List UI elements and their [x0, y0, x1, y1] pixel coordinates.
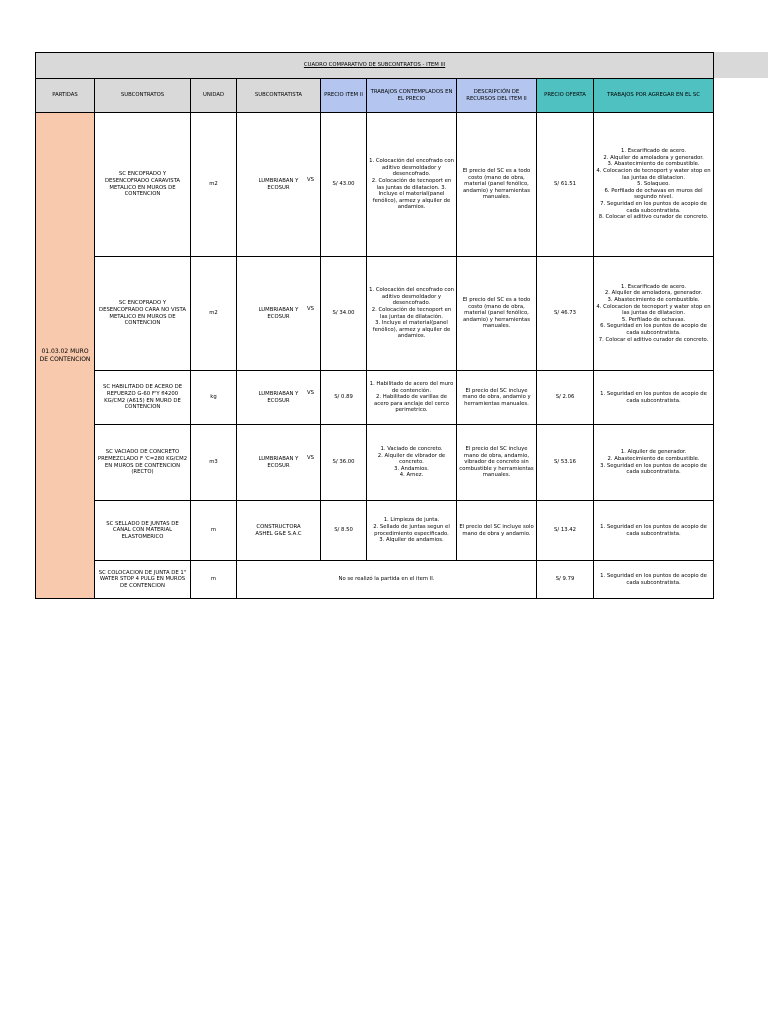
subcontrato-cell: SC SELLADO DE JUNTAS DE CANAL CON MATERIAL ELASTOMERICO [95, 501, 191, 561]
header-descripcion: DESCRIPCIÓN DE RECURSOS DEL ITEM II [457, 79, 537, 113]
header-partidas: PARTIDAS [36, 79, 95, 113]
header-trabajos: TRABAJOS CONTEMPLADOS EN EL PRECIO [367, 79, 457, 113]
precio-oferta-cell: S/ 2.06 [537, 371, 594, 425]
agregar-cell: 1. Seguridad en los puntos de acopio de cada subcontratista. [594, 371, 714, 425]
header-agregar: TRABAJOS POR AGREGAR EN EL SC [594, 79, 714, 113]
header-precio-item: PRECIO ITEM II [321, 79, 367, 113]
header-unidad: UNIDAD [191, 79, 237, 113]
subcontratista-name: CONSTRUCTORA ASHEL G&E S.A.C [255, 523, 302, 537]
table-row [36, 113, 714, 257]
table-row [36, 501, 714, 561]
subcontratista-name: LUMBRIABAN Y ECOSUR [258, 177, 299, 191]
trabajos-cell: 1. Colocación del encofrado con aditivo desmoldador y desencofrado. 2. Colocación de tecnoport en las juntas de dilatacion. 3. Incluye el material(panel fenólico), armez y alquiler de andamios. [367, 113, 457, 257]
trabajos-cell: 1. Limpieza de junta. 2. Sellado de juntas segun el procedimiento especificado. 3. Alquiler de andamios. [367, 501, 457, 561]
precio-item-cell: S/ 36.00 [321, 425, 367, 501]
subcontratista-cell [237, 257, 321, 371]
trabajos-cell: 1. Vaciado de concreto. 2. Alquiler de vibrador de concreto. 3. Andamios. 4. Arnez. [367, 425, 457, 501]
subcontrato-cell: SC ENCOFRADO Y DESENCOFRADO CARA NO VISTA METALICO EN MUROS DE CONTENCION [95, 257, 191, 371]
unidad-cell: m [191, 561, 237, 599]
agregar-cell: 1. Seguridad en los puntos de acopio de cada subcontratista. [594, 501, 714, 561]
header-precio-oferta: PRECIO OFERTA [537, 79, 594, 113]
subcontrato-cell: SC VACIADO DE CONCRETO PREMEZCLADO F 'C=280 KG/CM2 EN MUROS DE CONTENCION (RECTO) [95, 425, 191, 501]
subcontrato-cell: SC COLOCACION DE JUNTA DE 1" WATER STOP 4 PULG EN MUROS DE CONTENCION [95, 561, 191, 599]
header-subcontratista: SUBCONTRATISTA [237, 79, 321, 113]
descripcion-cell: El precio del SC incluye mano de obra, andamio y herramientas manuales. [457, 371, 537, 425]
trabajos-cell: 1. Habilitado de acero del muro de contención. 2. Habilitado de varillas de acero para anclaje del cerco perimetrico. [367, 371, 457, 425]
agregar-cell: 1. Seguridad en los puntos de acopio de cada subcontratista. [594, 561, 714, 599]
precio-item-cell: S/ 8.50 [321, 501, 367, 561]
unidad-cell: m [191, 501, 237, 561]
vs-label: VS [307, 454, 314, 461]
title-band-extension [711, 52, 768, 78]
agregar-cell: 1. Alquiler de generador. 2. Abastecimiento de combustible. 3. Seguridad en los puntos de acopio de cada subcontratista. [594, 425, 714, 501]
precio-oferta-cell: S/ 53.16 [537, 425, 594, 501]
precio-oferta-cell: S/ 9.79 [537, 561, 594, 599]
precio-oferta-cell: S/ 46.73 [537, 257, 594, 371]
subcontratista-cell [237, 113, 321, 257]
table-row [36, 371, 714, 425]
table-row [36, 257, 714, 371]
vs-label: VS [307, 176, 314, 183]
descripcion-cell: El precio del SC incluye mano de obra, andamio, vibrador de concreto sin combustible y herramientas manuales. [457, 425, 537, 501]
unidad-cell: m2 [191, 257, 237, 371]
unidad-cell: m3 [191, 425, 237, 501]
header-subcontratos: SUBCONTRATOS [95, 79, 191, 113]
table-title: CUADRO COMPARATIVO DE SUBCONTRATOS - ITEM III [36, 53, 714, 79]
precio-oferta-cell: S/ 13.42 [537, 501, 594, 561]
agregar-cell: 1. Escarificado de acero. 2. Alquiler de amoladora, generador. 3. Abastecimiento de combustible. 4. Colocacion de tecnoport y water stop en las juntas de dilatacion. 5. Perfilado de ochavas. 6. Seguridad en los puntos de acopio de cada subcontratista. 7. Colocar el aditivo curador de concreto. [594, 257, 714, 371]
vs-label: VS [307, 389, 314, 396]
partida-cell: 01.03.02 MURO DE CONTENCION [36, 113, 95, 599]
precio-item-cell: S/ 43.00 [321, 113, 367, 257]
agregar-cell: 1. Escarificado de acero. 2. Alquiler de amoladora y generador. 3. Abastecimiento de combustible. 4. Colocacion de tecnoport y water stop en las juntas de dilatacion. 5. Solaqueo. 6. Perfilado de ochavas en muros del segundo nivel. 7. Seguridad en los puntos de acopio de cada subcontratista. 8. Colocar el aditivo curador de concreto. [594, 113, 714, 257]
subcontratista-name: LUMBRIABAN Y ECOSUR [258, 455, 299, 469]
descripcion-cell: El precio del SC incluye solo mano de obra y andamio. [457, 501, 537, 561]
precio-oferta-cell: S/ 61.51 [537, 113, 594, 257]
precio-item-cell: S/ 0.89 [321, 371, 367, 425]
comparison-table [35, 52, 714, 599]
vs-label: VS [307, 305, 314, 312]
subcontratista-cell [237, 501, 321, 561]
descripcion-cell: El precio del SC es a todo costo (mano de obra, material (panel fenólico, andamio) y herramientas manuales. [457, 257, 537, 371]
precio-item-cell: S/ 34.00 [321, 257, 367, 371]
table-row [36, 561, 714, 599]
trabajos-cell: 1. Colocación del encofrado con aditivo desmoldador y desencofrado. 2. Colocación de tecnoport en las juntas de dilatación. 3. Incluye el material(panel fenólico), armez y alquiler de andamios. [367, 257, 457, 371]
unidad-cell: kg [191, 371, 237, 425]
subcontrato-cell: SC ENCOFRADO Y DESENCOFRADO CARAVISTA METALICO EN MUROS DE CONTENCION [95, 113, 191, 257]
descripcion-cell: El precio del SC es a todo costo (mano de obra, material (panel fenólico, andamio) y herramientas manuales. [457, 113, 537, 257]
subcontratista-name: LUMBRIABAN Y ECOSUR [258, 390, 299, 404]
no-realizo-cell: No se realizó la partida en el item II. [237, 561, 537, 599]
subcontratista-name: LUMBRIABAN Y ECOSUR [258, 306, 299, 320]
unidad-cell: m2 [191, 113, 237, 257]
subcontratista-cell [237, 371, 321, 425]
subcontrato-cell: SC HABILITADO DE ACERO DE REFUERZO G-60 F'Y fl4200 KG/CM2 (A615) EN MURO DE CONTENCION [95, 371, 191, 425]
subcontratista-cell [237, 425, 321, 501]
table-row [36, 425, 714, 501]
